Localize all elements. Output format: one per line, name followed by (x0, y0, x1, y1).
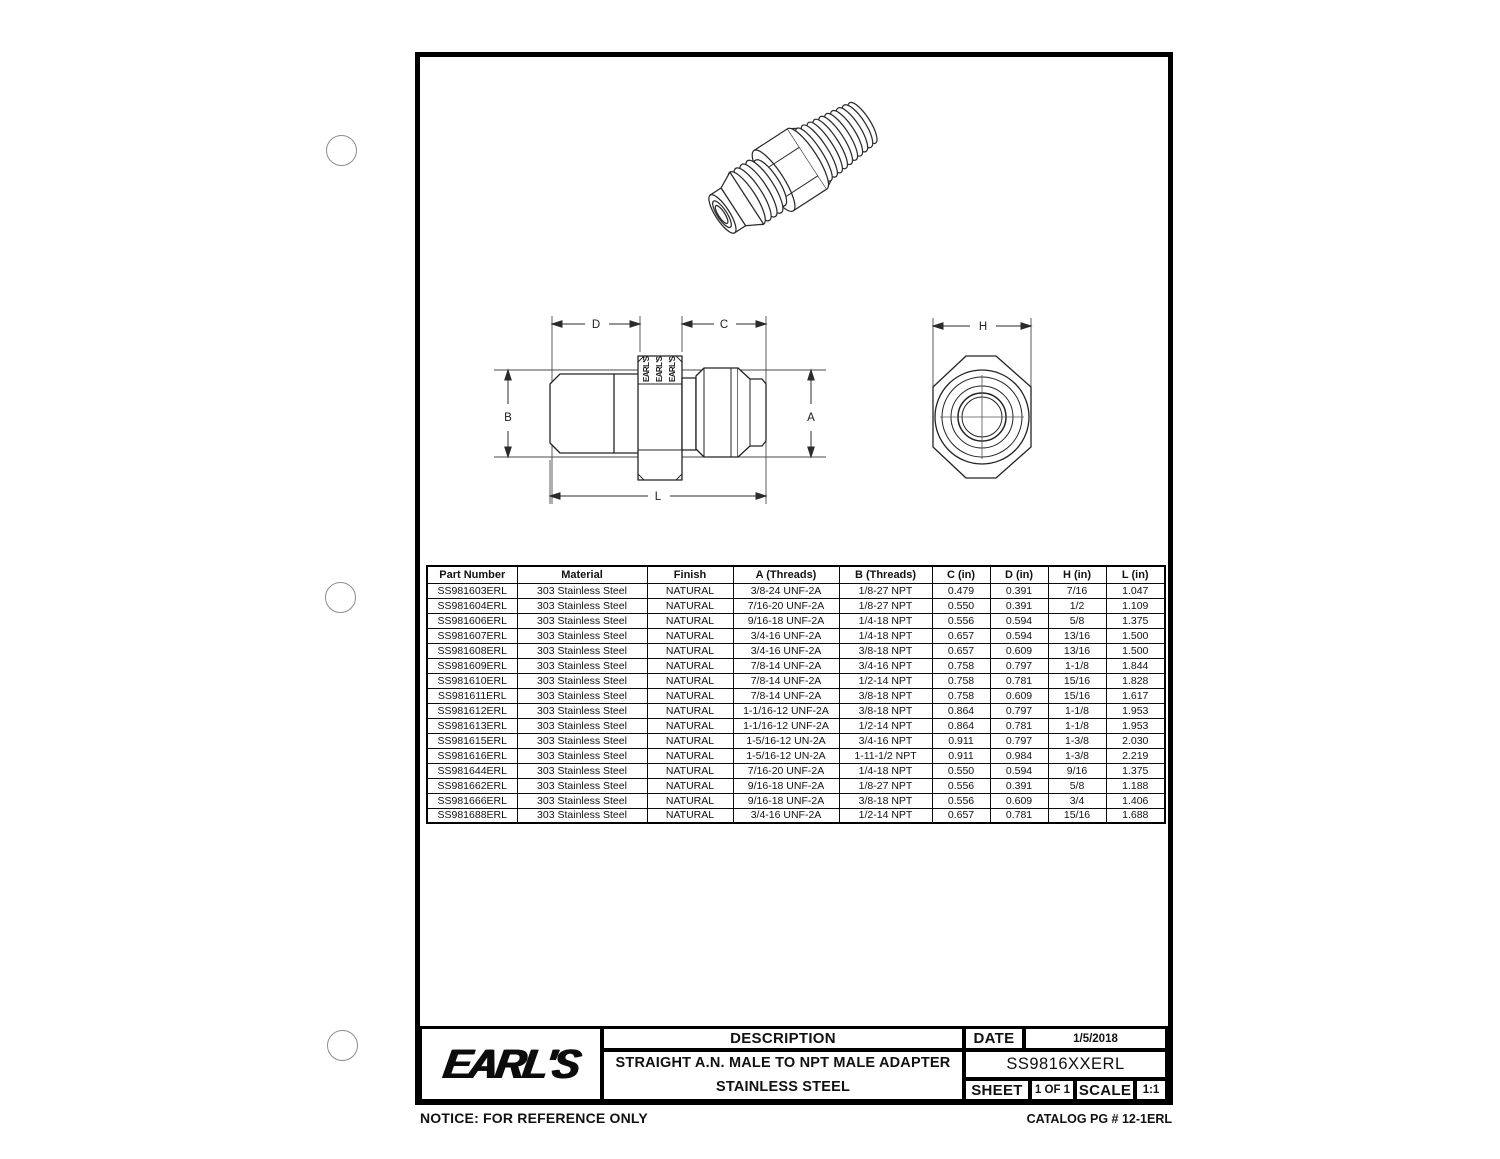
table-cell: NATURAL (647, 793, 733, 808)
table-cell: SS981607ERL (427, 628, 517, 643)
table-row (427, 673, 1165, 688)
table-cell: 1-3/8 (1048, 748, 1106, 763)
table-cell: 0.758 (932, 658, 990, 673)
table-cell: SS981666ERL (427, 793, 517, 808)
table-cell: NATURAL (647, 673, 733, 688)
scale-label-cell (1074, 1078, 1136, 1102)
table-cell: 0.657 (932, 643, 990, 658)
table-cell: 0.609 (990, 643, 1048, 658)
table-cell: 1-1/8 (1048, 658, 1106, 673)
table-cell: 303 Stainless Steel (517, 628, 647, 643)
table-cell: 9/16-18 UNF-2A (733, 613, 839, 628)
table-cell: NATURAL (647, 658, 733, 673)
table-cell: 1.188 (1106, 778, 1165, 793)
table-cell: NATURAL (647, 628, 733, 643)
table-cell: 0.657 (932, 808, 990, 823)
description-line-2: STAINLESS STEEL (715, 1078, 851, 1095)
sheet-value: 1 OF 1 (1034, 1084, 1071, 1096)
table-cell: 0.391 (990, 583, 1048, 598)
table-cell: 1/8-27 NPT (839, 583, 932, 598)
table-cell: 0.864 (932, 718, 990, 733)
table-cell: NATURAL (647, 733, 733, 748)
catalog-page-ref: CATALOG PG # 12-1ERL (1026, 1112, 1172, 1126)
table-cell: 3/4-16 UNF-2A (733, 808, 839, 823)
table-row (427, 703, 1165, 718)
table-cell: 1-5/16-12 UN-2A (733, 748, 839, 763)
table-cell: 0.391 (990, 778, 1048, 793)
hex-marking: EARL'S (655, 356, 664, 382)
table-cell: SS981615ERL (427, 733, 517, 748)
table-cell: 1-11-1/2 NPT (839, 748, 932, 763)
side-view-drawing (488, 300, 878, 515)
table-cell: 7/8-14 UNF-2A (733, 658, 839, 673)
notice-text: NOTICE: FOR REFERENCE ONLY (420, 1110, 648, 1126)
table-cell: 0.911 (932, 733, 990, 748)
table-row (427, 643, 1165, 658)
table-cell: 0.550 (932, 598, 990, 613)
table-cell: 0.594 (990, 613, 1048, 628)
table-row (427, 613, 1165, 628)
table-cell: NATURAL (647, 778, 733, 793)
dim-label-h: H (978, 321, 988, 333)
table-cell: NATURAL (647, 703, 733, 718)
sheet-value-cell (1029, 1078, 1076, 1102)
part-number-value: SS9816XXERL (1006, 1055, 1125, 1073)
table-cell: 303 Stainless Steel (517, 793, 647, 808)
table-cell: 1/8-27 NPT (839, 598, 932, 613)
table-cell: 303 Stainless Steel (517, 703, 647, 718)
table-cell: 1/2 (1048, 598, 1106, 613)
table-cell: 1.047 (1106, 583, 1165, 598)
table-cell: 0.556 (932, 778, 990, 793)
table-cell: 303 Stainless Steel (517, 673, 647, 688)
table-cell: 1.688 (1106, 808, 1165, 823)
table-cell: 7/16-20 UNF-2A (733, 763, 839, 778)
table-cell: 303 Stainless Steel (517, 748, 647, 763)
column-header: Material (517, 566, 647, 583)
table-cell: 9/16-18 UNF-2A (733, 778, 839, 793)
description-label: DESCRIPTION (730, 1030, 836, 1047)
hole-punch-mark (325, 582, 356, 613)
table-cell: 1/8-27 NPT (839, 778, 932, 793)
table-cell: 303 Stainless Steel (517, 643, 647, 658)
column-header: L (in) (1106, 566, 1165, 583)
table-cell: NATURAL (647, 748, 733, 763)
hex-marking-text (642, 355, 677, 382)
table-cell: NATURAL (647, 598, 733, 613)
table-cell: 9/16 (1048, 763, 1106, 778)
table-cell: 2.030 (1106, 733, 1165, 748)
table-cell: 303 Stainless Steel (517, 598, 647, 613)
table-cell: 0.758 (932, 688, 990, 703)
hole-punch-mark (327, 1030, 358, 1061)
table-row (427, 583, 1165, 598)
table-cell: 0.797 (990, 703, 1048, 718)
dim-label-c: C (719, 319, 729, 331)
table-cell: 7/16 (1048, 583, 1106, 598)
table-cell: 1/4-18 NPT (839, 613, 932, 628)
description-header-cell (601, 1026, 965, 1051)
table-cell: 7/16-20 UNF-2A (733, 598, 839, 613)
date-label-cell (963, 1026, 1025, 1051)
table-cell: 1/2-14 NPT (839, 808, 932, 823)
table-cell: NATURAL (647, 583, 733, 598)
table-cell: 1-1/16-12 UNF-2A (733, 718, 839, 733)
table-cell: 303 Stainless Steel (517, 718, 647, 733)
description-body-cell (601, 1049, 965, 1102)
table-cell: 0.797 (990, 733, 1048, 748)
parts-table-body (427, 583, 1165, 823)
table-cell: 0.550 (932, 763, 990, 778)
table-row (427, 793, 1165, 808)
table-cell: 3/8-18 NPT (839, 643, 932, 658)
table-cell: 1.953 (1106, 718, 1165, 733)
table-cell: 1.375 (1106, 613, 1165, 628)
table-cell: 1.375 (1106, 763, 1165, 778)
table-row (427, 748, 1165, 763)
table-cell: 1.500 (1106, 628, 1165, 643)
table-cell: 7/8-14 UNF-2A (733, 673, 839, 688)
table-row (427, 733, 1165, 748)
date-value: 1/5/2018 (1073, 1032, 1118, 1045)
table-cell: 3/4-16 NPT (839, 733, 932, 748)
table-cell: 303 Stainless Steel (517, 733, 647, 748)
table-cell: SS981604ERL (427, 598, 517, 613)
table-cell: 13/16 (1048, 643, 1106, 658)
table-cell: 303 Stainless Steel (517, 613, 647, 628)
table-cell: 0.781 (990, 673, 1048, 688)
table-cell: 3/4 (1048, 793, 1106, 808)
table-cell: NATURAL (647, 763, 733, 778)
table-cell: 3/8-18 NPT (839, 688, 932, 703)
parts-table (426, 565, 1166, 824)
table-row (427, 688, 1165, 703)
table-cell: 1/2-14 NPT (839, 718, 932, 733)
table-cell: 0.781 (990, 718, 1048, 733)
table-cell: 5/8 (1048, 778, 1106, 793)
dim-label-l: L (654, 491, 662, 503)
table-cell: 1.500 (1106, 643, 1165, 658)
fitting-isometric (697, 89, 888, 248)
table-cell: 0.594 (990, 763, 1048, 778)
table-header-row (427, 566, 1165, 583)
table-row (427, 808, 1165, 823)
table-cell: 2.219 (1106, 748, 1165, 763)
table-cell: NATURAL (647, 718, 733, 733)
table-cell: 3/4-16 UNF-2A (733, 643, 839, 658)
table-cell: 3/4-16 NPT (839, 658, 932, 673)
table-cell: NATURAL (647, 613, 733, 628)
table-cell: NATURAL (647, 688, 733, 703)
column-header: H (in) (1048, 566, 1106, 583)
table-cell: 1/2-14 NPT (839, 673, 932, 688)
hex-end-outline (933, 356, 1031, 478)
table-row (427, 778, 1165, 793)
table-cell: SS981611ERL (427, 688, 517, 703)
table-cell: 1.828 (1106, 673, 1165, 688)
table-cell: 0.758 (932, 673, 990, 688)
table-cell: 15/16 (1048, 808, 1106, 823)
table-cell: SS981608ERL (427, 643, 517, 658)
table-cell: 1.109 (1106, 598, 1165, 613)
table-cell: 0.781 (990, 808, 1048, 823)
table-cell: 0.556 (932, 613, 990, 628)
column-header: C (in) (932, 566, 990, 583)
isometric-drawing (665, 72, 915, 277)
table-cell: 0.479 (932, 583, 990, 598)
table-cell: 1/4-18 NPT (839, 628, 932, 643)
dim-label-a: A (807, 412, 815, 424)
table-cell: SS981606ERL (427, 613, 517, 628)
table-cell: 15/16 (1048, 673, 1106, 688)
table-cell: 0.911 (932, 748, 990, 763)
table-cell: NATURAL (647, 808, 733, 823)
table-cell: 13/16 (1048, 628, 1106, 643)
table-cell: 5/8 (1048, 613, 1106, 628)
table-cell: 3/8-18 NPT (839, 703, 932, 718)
table-cell: SS981610ERL (427, 673, 517, 688)
part-number-cell (963, 1049, 1168, 1080)
column-header: B (Threads) (839, 566, 932, 583)
table-cell: 1-1/16-12 UNF-2A (733, 703, 839, 718)
table-cell: 0.657 (932, 628, 990, 643)
hex-marking: EARL'S (642, 356, 651, 382)
table-cell: 1-5/16-12 UN-2A (733, 733, 839, 748)
table-cell: 3/8-24 UNF-2A (733, 583, 839, 598)
table-cell: 1.406 (1106, 793, 1165, 808)
table-cell: SS981616ERL (427, 748, 517, 763)
table-cell: 0.391 (990, 598, 1048, 613)
description-line-1: STRAIGHT A.N. MALE TO NPT MALE ADAPTER (615, 1055, 951, 1072)
table-cell: SS981613ERL (427, 718, 517, 733)
table-cell: 0.609 (990, 688, 1048, 703)
table-cell: 1/4-18 NPT (839, 763, 932, 778)
table-cell: SS981688ERL (427, 808, 517, 823)
scale-value-cell (1134, 1078, 1168, 1102)
table-cell: 9/16-18 UNF-2A (733, 793, 839, 808)
table-cell: 1-1/8 (1048, 718, 1106, 733)
scale-label: SCALE (1078, 1081, 1132, 1099)
table-cell: 0.984 (990, 748, 1048, 763)
table-row (427, 718, 1165, 733)
table-row (427, 763, 1165, 778)
table-cell: 303 Stainless Steel (517, 763, 647, 778)
table-cell: SS981644ERL (427, 763, 517, 778)
column-header: Part Number (427, 566, 517, 583)
table-row (427, 598, 1165, 613)
table-cell: 1.953 (1106, 703, 1165, 718)
column-header: Finish (647, 566, 733, 583)
table-cell: 0.556 (932, 793, 990, 808)
logo-cell (419, 1026, 603, 1102)
earls-logo: EARL'S (440, 1040, 582, 1087)
table-cell: 303 Stainless Steel (517, 688, 647, 703)
table-row (427, 658, 1165, 673)
table-cell: NATURAL (647, 643, 733, 658)
table-cell: 0.797 (990, 658, 1048, 673)
table-cell: 303 Stainless Steel (517, 658, 647, 673)
table-cell: 3/8-18 NPT (839, 793, 932, 808)
hex-marking: EARL'S (668, 356, 677, 382)
table-cell: 1-1/8 (1048, 703, 1106, 718)
date-value-cell (1023, 1026, 1168, 1051)
dim-label-b: B (504, 412, 512, 424)
table-cell: 7/8-14 UNF-2A (733, 688, 839, 703)
hole-punch-mark (326, 135, 357, 166)
column-header: A (Threads) (733, 566, 839, 583)
table-cell: SS981603ERL (427, 583, 517, 598)
table-cell: 3/4-16 UNF-2A (733, 628, 839, 643)
table-row (427, 628, 1165, 643)
dim-label-d: D (591, 319, 601, 331)
table-cell: 303 Stainless Steel (517, 808, 647, 823)
table-cell: 303 Stainless Steel (517, 583, 647, 598)
table-cell: SS981609ERL (427, 658, 517, 673)
table-cell: 0.594 (990, 628, 1048, 643)
table-cell: 1.844 (1106, 658, 1165, 673)
date-label: DATE (973, 1030, 1015, 1047)
sheet-label: SHEET (971, 1081, 1023, 1099)
table-cell: 15/16 (1048, 688, 1106, 703)
scale-value: 1:1 (1142, 1084, 1160, 1096)
end-view-drawing (922, 300, 1052, 500)
table-cell: 0.864 (932, 703, 990, 718)
column-header: D (in) (990, 566, 1048, 583)
table-cell: SS981662ERL (427, 778, 517, 793)
table-cell: 0.609 (990, 793, 1048, 808)
table-cell: 1-3/8 (1048, 733, 1106, 748)
sheet-label-cell (963, 1078, 1031, 1102)
table-cell: SS981612ERL (427, 703, 517, 718)
table-cell: 303 Stainless Steel (517, 778, 647, 793)
table-cell: 1.617 (1106, 688, 1165, 703)
